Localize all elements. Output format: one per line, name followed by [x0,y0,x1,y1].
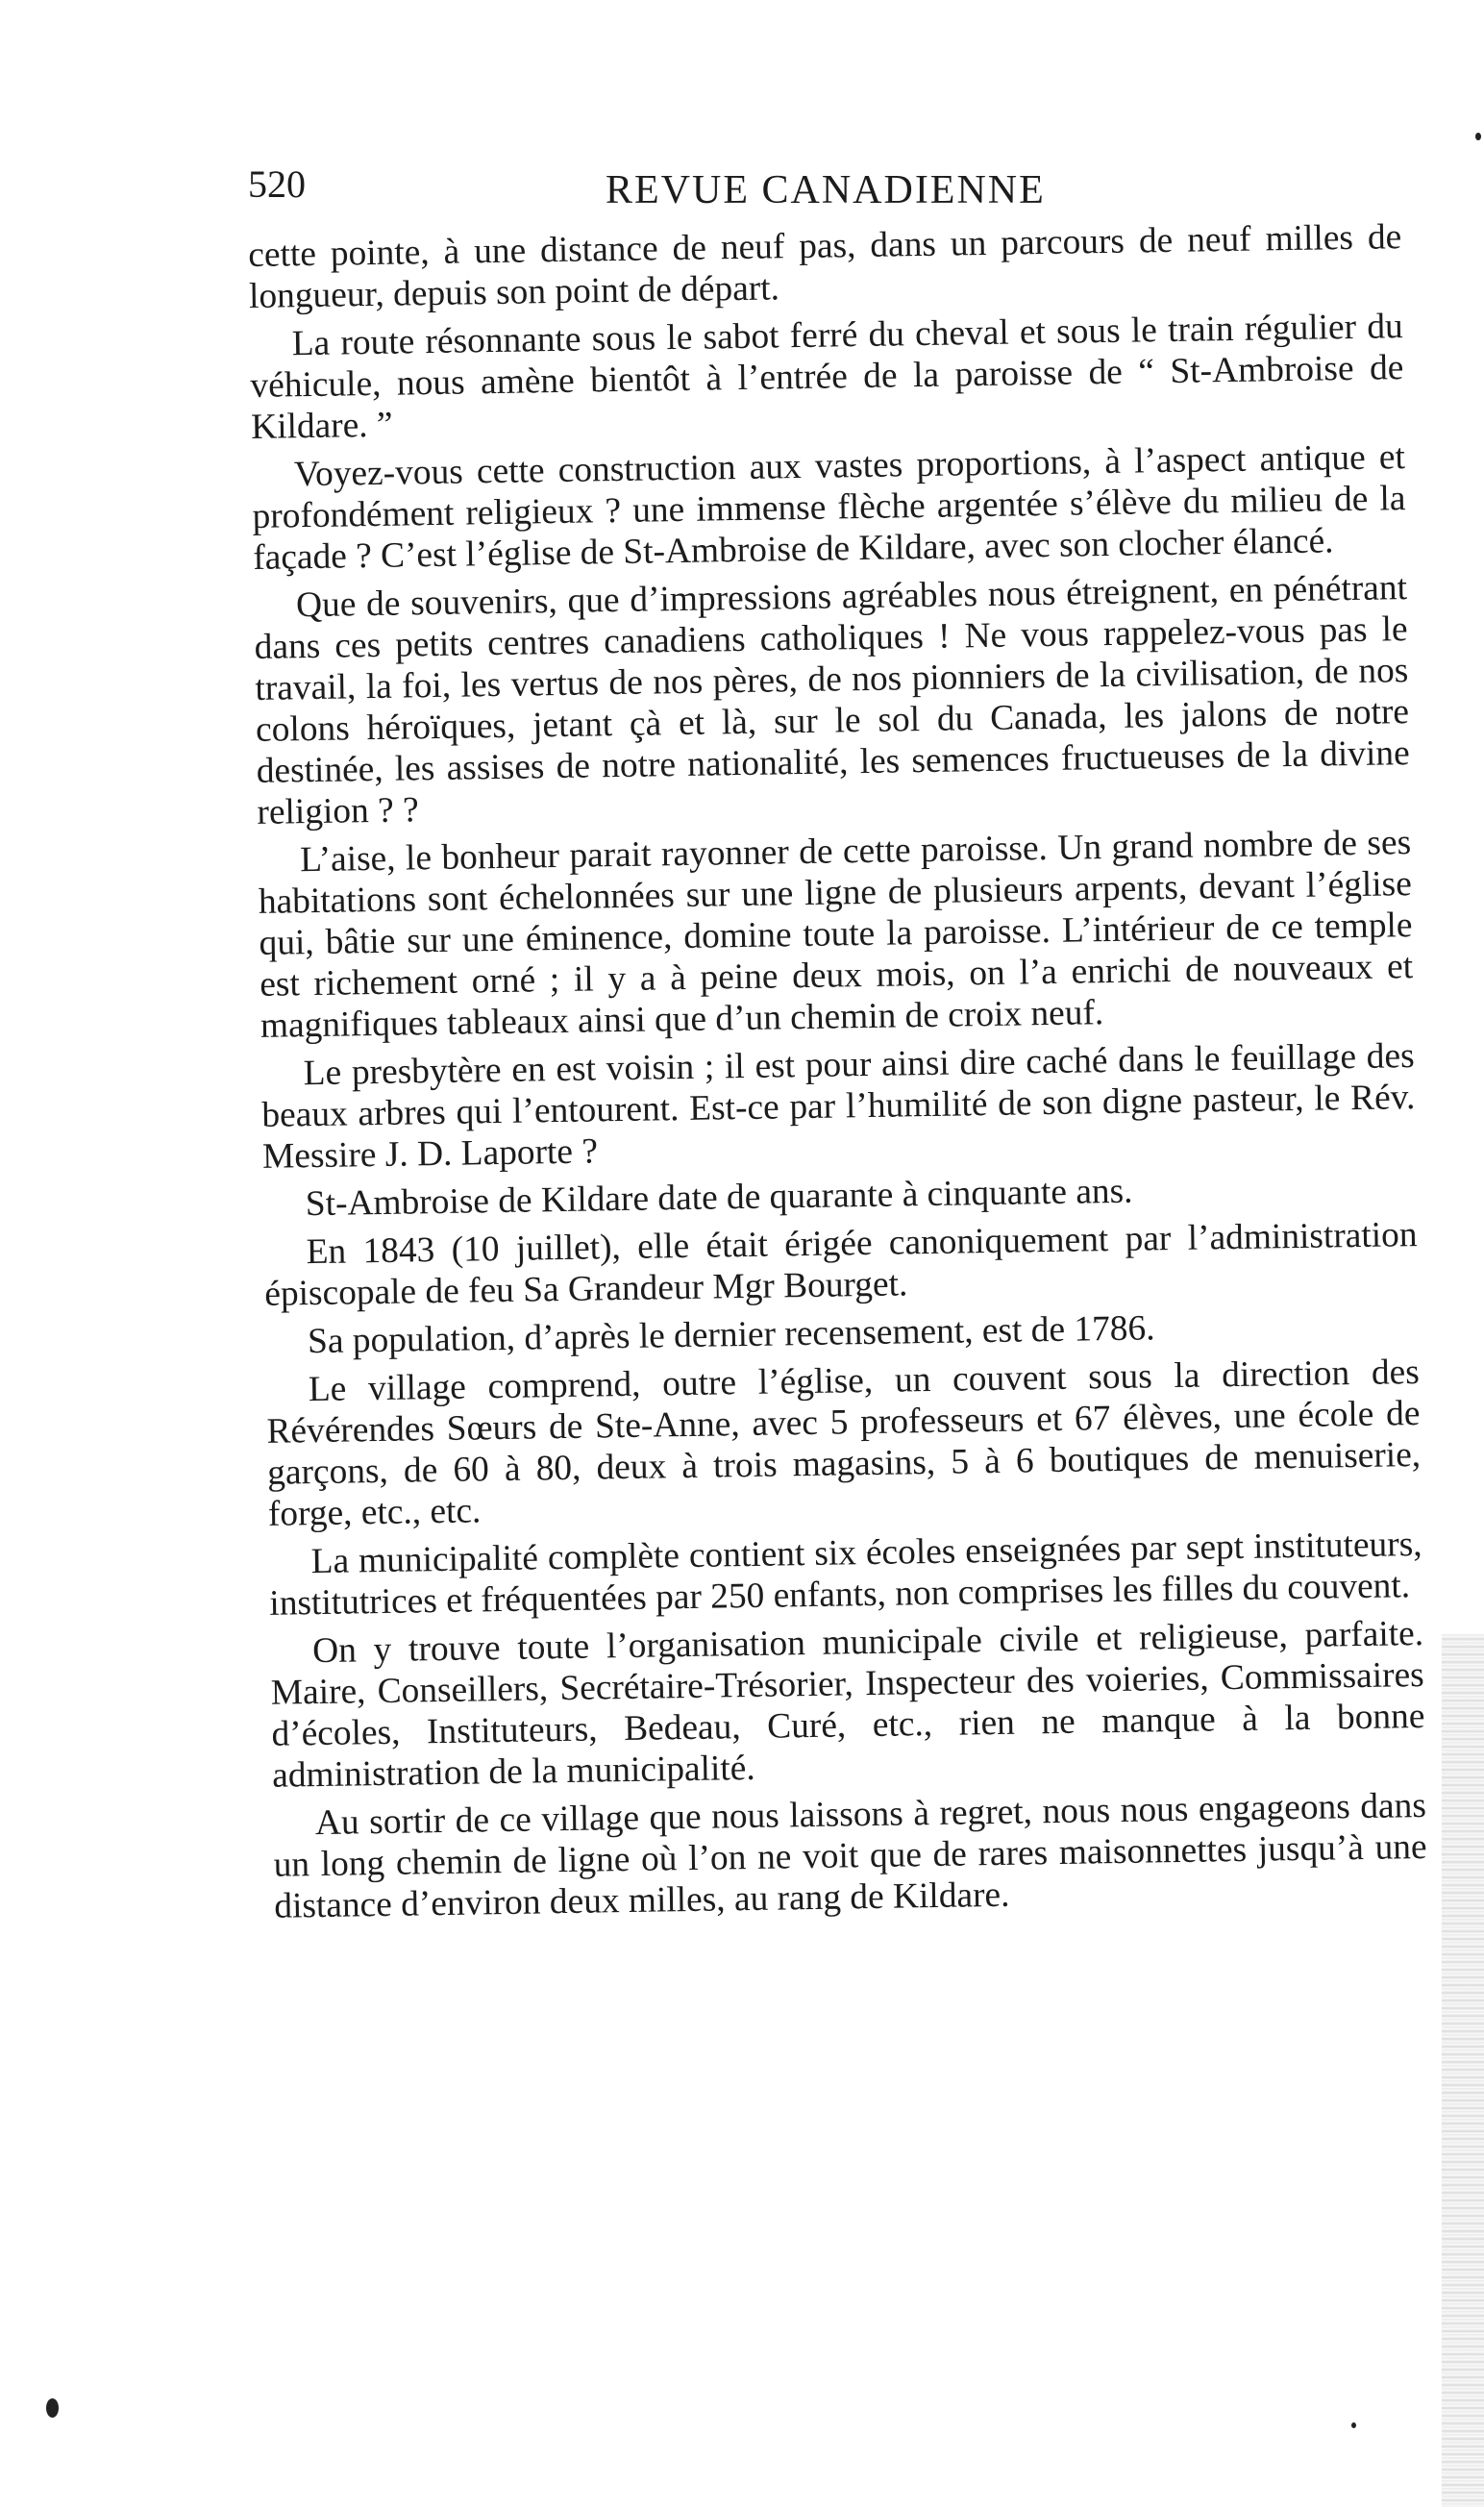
scan-speck [46,2398,59,2418]
article-body [248,216,1428,1934]
paragraph: Le village comprend, outre l’église, un couvent sous la direction des Révérendes Sœurs de Ste-Anne, avec 5 professeurs et 67 élèves, une école de garçons, de 60 à 80, deux à trois magasins, 5 à 6 boutiques de menuiserie, forge, etc., etc. [266,1353,1422,1534]
scan-speck [1475,133,1481,140]
paragraph: cette pointe, à une distance de neuf pas, dans un parcours de neuf milles de longueur, depuis son point de départ. [248,217,1402,316]
paragraph: On y trouve toute l’organisation municipale civile et religieuse, parfaite. Maire, Conseillers, Secrétaire-Trésorier, Inspecteur des voieries, Commissaires d’écoles, Instituteurs, Bedeau, Curé, etc., rien ne manque à la bonne administration de la municipalité. [270,1613,1425,1796]
paragraph: L’aise, le bonheur parait rayonner de cette paroisse. Un grand nombre de ses habitations sont échelonnées sur une ligne de plusieurs arpents, devant l’église qui, bâtie sur une éminence, domine toute la paroisse. L’intérieur de ce temple est richement orné ; il y a à peine deux mois, on l’a enrichi de nouveaux et magnifiques tableaux ainsi que d’un chemin de croix neuf. [258,823,1414,1046]
paragraph: Voyez-vous cette construction aux vastes proportions, à l’aspect antique et profondément religieux ? une immense flèche argentée s’élève du milieu de la façade ? C’est l’église de St-Ambroise de Kildare, avec son clocher élancé. [252,437,1406,578]
paragraph: En 1843 (10 juillet), elle était érigée canoniquement par l’administration épiscopale de feu Sa Grandeur Mgr Bourget. [263,1215,1418,1314]
paragraph: La route résonnante sous le sabot ferré du cheval et sous le train régulier du véhicule, nous amène bientôt à l’entrée de la paroisse de “ St-Ambroise de Kildare. ” [250,307,1404,447]
page-number: 520 [248,162,306,206]
paragraph: St-Ambroise de Kildare date de quarante à cinquante ans. [305,1171,1133,1225]
paragraph: Le presbytère en est voisin ; il est pour ainsi dire caché dans le feuillage des beaux arbres qui l’entourent. Est-ce par l’humilité de son digne pasteur, le Rév. Messire J. D. Laporte ? [261,1036,1416,1177]
paragraph: La municipalité complète contient six écoles enseignées par sept instituteurs, institutrices et fréquentées par 250 enfants, non comprises les filles du couvent. [269,1524,1422,1624]
running-head [248,154,1401,211]
scan-edge-artifact [1442,1634,1484,2507]
journal-title: REVUE CANADIENNE [606,168,1046,212]
scan-speck [1351,2422,1356,2428]
paragraph: Que de souvenirs, que d’impressions agréables nous étreignent, en pénétrant dans ces petits centres canadiens catholiques ! Ne vous rappelez-vous pas le travail, la foi, les vertus de nos pères, de nos pionniers de la civilisation, de nos colons héroïques, jetant çà et là, sur le sol du Canada, les jalons de notre destinée, les assises de notre nationalité, les semences fructueuses de la divine religion ? ? [254,568,1410,832]
paragraph: Au sortir de ce village que nous laissons à regret, nous nous engageons dans un long chemin de ligne où l’on ne voit que de rares maisonnettes jusqu’à une distance d’environ deux milles, au rang de Kildare. [273,1785,1427,1926]
paragraph: Sa population, d’après le dernier recensement, est de 1786. [307,1308,1155,1362]
